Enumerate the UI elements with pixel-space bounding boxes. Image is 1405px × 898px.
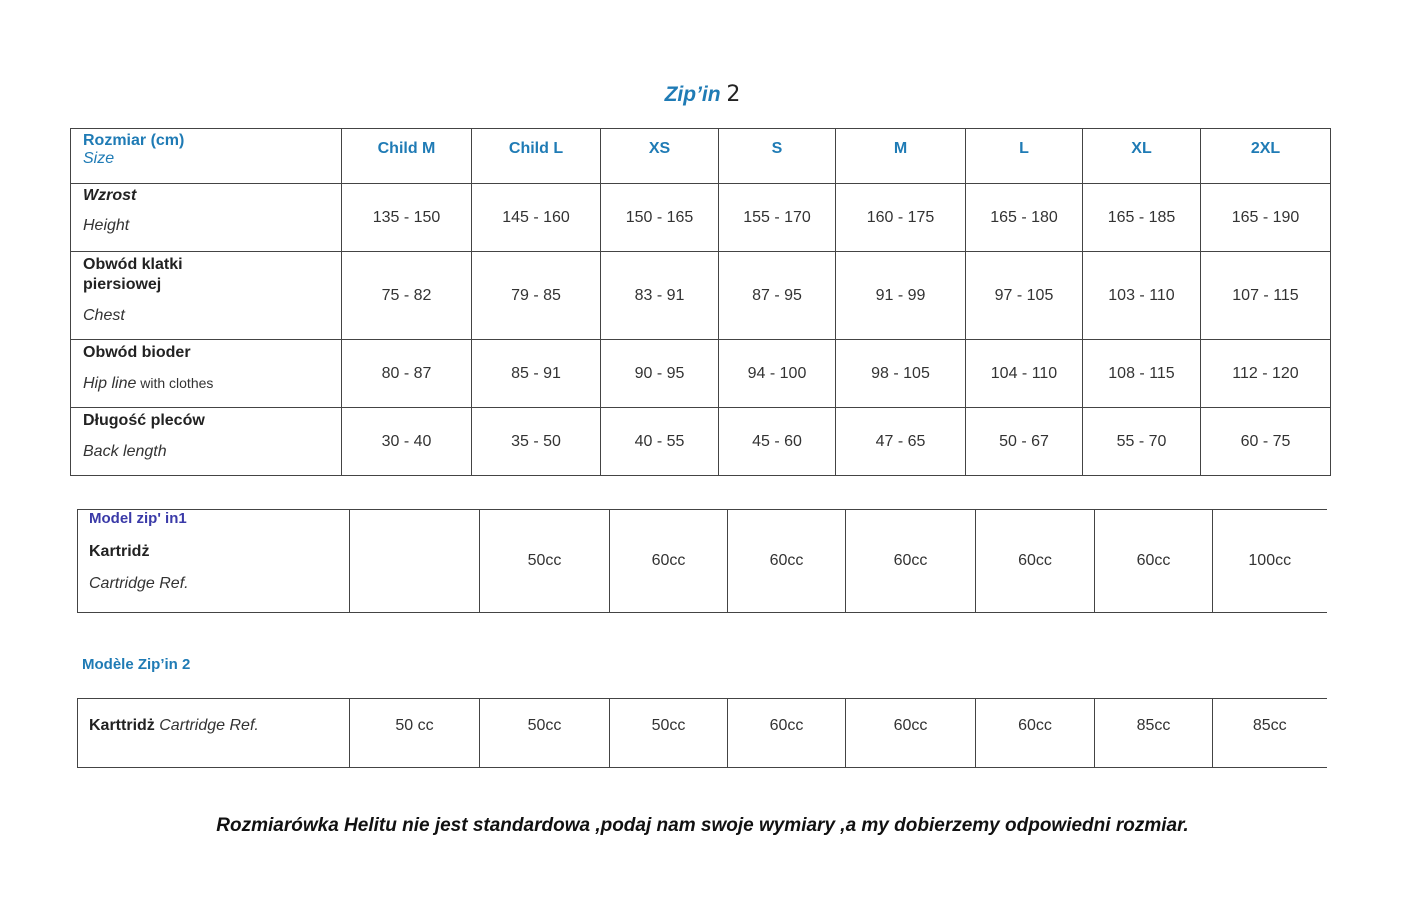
table-cell: 35 - 50: [472, 408, 601, 476]
table-cell: 60cc: [846, 699, 976, 768]
table-cell: 145 - 160: [472, 184, 601, 252]
table-cell: 83 - 91: [601, 252, 719, 340]
table-row-hip: [71, 340, 1331, 408]
table-cell: 165 - 190: [1201, 184, 1331, 252]
table-cell: 91 - 99: [836, 252, 966, 340]
footer-note: Rozmiarówka Helitu nie jest standardowa ,podaj nam swoje wymiary ,a my dobierzemy odpowiedni rozmiar.: [216, 815, 1189, 836]
table-cell: 45 - 60: [719, 408, 836, 476]
table-cell: 60cc: [610, 510, 728, 613]
row-label-cell: [71, 252, 342, 340]
table-cell: 103 - 110: [1083, 252, 1201, 340]
table-cell: 60cc: [976, 510, 1095, 613]
size-header-row: [71, 129, 1331, 184]
table-cell: 50 - 67: [966, 408, 1083, 476]
size-col-header: L: [966, 129, 1083, 184]
title-main: Zip’in: [664, 83, 721, 106]
table-cell: 135 - 150: [342, 184, 472, 252]
table-cell: 60cc: [976, 699, 1095, 768]
table-cell: 80 - 87: [342, 340, 472, 408]
table-cell: 108 - 115: [1083, 340, 1201, 408]
table-cell: 60cc: [846, 510, 976, 613]
table-row-chest: [71, 252, 1331, 340]
size-col-header: S: [719, 129, 836, 184]
zip2-sub: Cartridge Ref.: [159, 717, 259, 734]
row-label-cell: [71, 184, 342, 252]
table-row-height: [71, 184, 1331, 252]
page-title: [0, 82, 1405, 107]
zip2-label: Karttridż: [89, 717, 155, 734]
table-row: [78, 510, 1327, 613]
table-cell: 90 - 95: [601, 340, 719, 408]
table-cell: 155 - 170: [719, 184, 836, 252]
table-cell: 60cc: [728, 510, 846, 613]
size-table: [70, 128, 1331, 476]
table-cell: 107 - 115: [1201, 252, 1331, 340]
row-label-line1: Obwód klatki: [83, 256, 183, 273]
table-cell: 160 - 175: [836, 184, 966, 252]
table-cell: 85cc: [1213, 699, 1327, 768]
table-cell: 50cc: [610, 699, 728, 768]
table-cell: 97 - 105: [966, 252, 1083, 340]
table-cell: 104 - 110: [966, 340, 1083, 408]
table-cell: 165 - 180: [966, 184, 1083, 252]
zip2-heading: Modèle Zip’in 2: [82, 656, 191, 673]
size-header-label: Rozmiar (cm): [83, 132, 185, 149]
row-sub: Back length: [83, 443, 167, 460]
row-sub: Hip line with clothes: [83, 375, 214, 392]
row-label: Długość pleców: [83, 412, 205, 429]
size-header-label-cell: [71, 129, 342, 184]
row-sub-small: with clothes: [136, 375, 214, 391]
size-header-sub: Size: [83, 150, 115, 167]
table-cell: 79 - 85: [472, 252, 601, 340]
zip1-model-label: Model zip' in1: [89, 510, 187, 527]
table-cell: 150 - 165: [601, 184, 719, 252]
table-row-back: [71, 408, 1331, 476]
size-col-header: XS: [601, 129, 719, 184]
table-row: [78, 699, 1327, 768]
table-cell: 85cc: [1095, 699, 1213, 768]
table-cell: 50cc: [480, 699, 610, 768]
table-cell: 47 - 65: [836, 408, 966, 476]
zip2-label-cell: [78, 699, 350, 768]
size-col-header: Child L: [472, 129, 601, 184]
row-sub: Chest: [83, 307, 125, 324]
size-col-header: 2XL: [1201, 129, 1331, 184]
table-cell: 100cc: [1213, 510, 1327, 613]
table-cell: 50cc: [480, 510, 610, 613]
row-label-cell: [71, 340, 342, 408]
size-col-header: M: [836, 129, 966, 184]
zip1-label: Kartridż: [89, 543, 150, 560]
table-cell: 40 - 55: [601, 408, 719, 476]
size-col-header: Child M: [342, 129, 472, 184]
zip2-cartridge-table: [77, 698, 1327, 768]
row-label: Wzrost: [83, 187, 137, 204]
zip1-sub: Cartridge Ref.: [89, 575, 189, 592]
table-cell: 85 - 91: [472, 340, 601, 408]
table-cell: 112 - 120: [1201, 340, 1331, 408]
row-label-line2: piersiowej: [83, 276, 162, 293]
table-cell: 98 - 105: [836, 340, 966, 408]
table-cell: 30 - 40: [342, 408, 472, 476]
table-cell: 94 - 100: [719, 340, 836, 408]
zip1-label-cell: [78, 510, 350, 613]
table-cell: 60cc: [728, 699, 846, 768]
table-cell: 165 - 185: [1083, 184, 1201, 252]
table-cell: 75 - 82: [342, 252, 472, 340]
size-col-header: XL: [1083, 129, 1201, 184]
zip1-cartridge-table: [77, 509, 1327, 613]
row-label: Obwód bioder: [83, 344, 191, 361]
table-cell: [350, 510, 480, 613]
title-number: 2: [726, 82, 741, 107]
row-sub: Height: [83, 217, 130, 234]
table-cell: 60 - 75: [1201, 408, 1331, 476]
table-cell: 55 - 70: [1083, 408, 1201, 476]
row-label-cell: [71, 408, 342, 476]
table-cell: 50 cc: [350, 699, 480, 768]
table-cell: 87 - 95: [719, 252, 836, 340]
table-cell: 60cc: [1095, 510, 1213, 613]
